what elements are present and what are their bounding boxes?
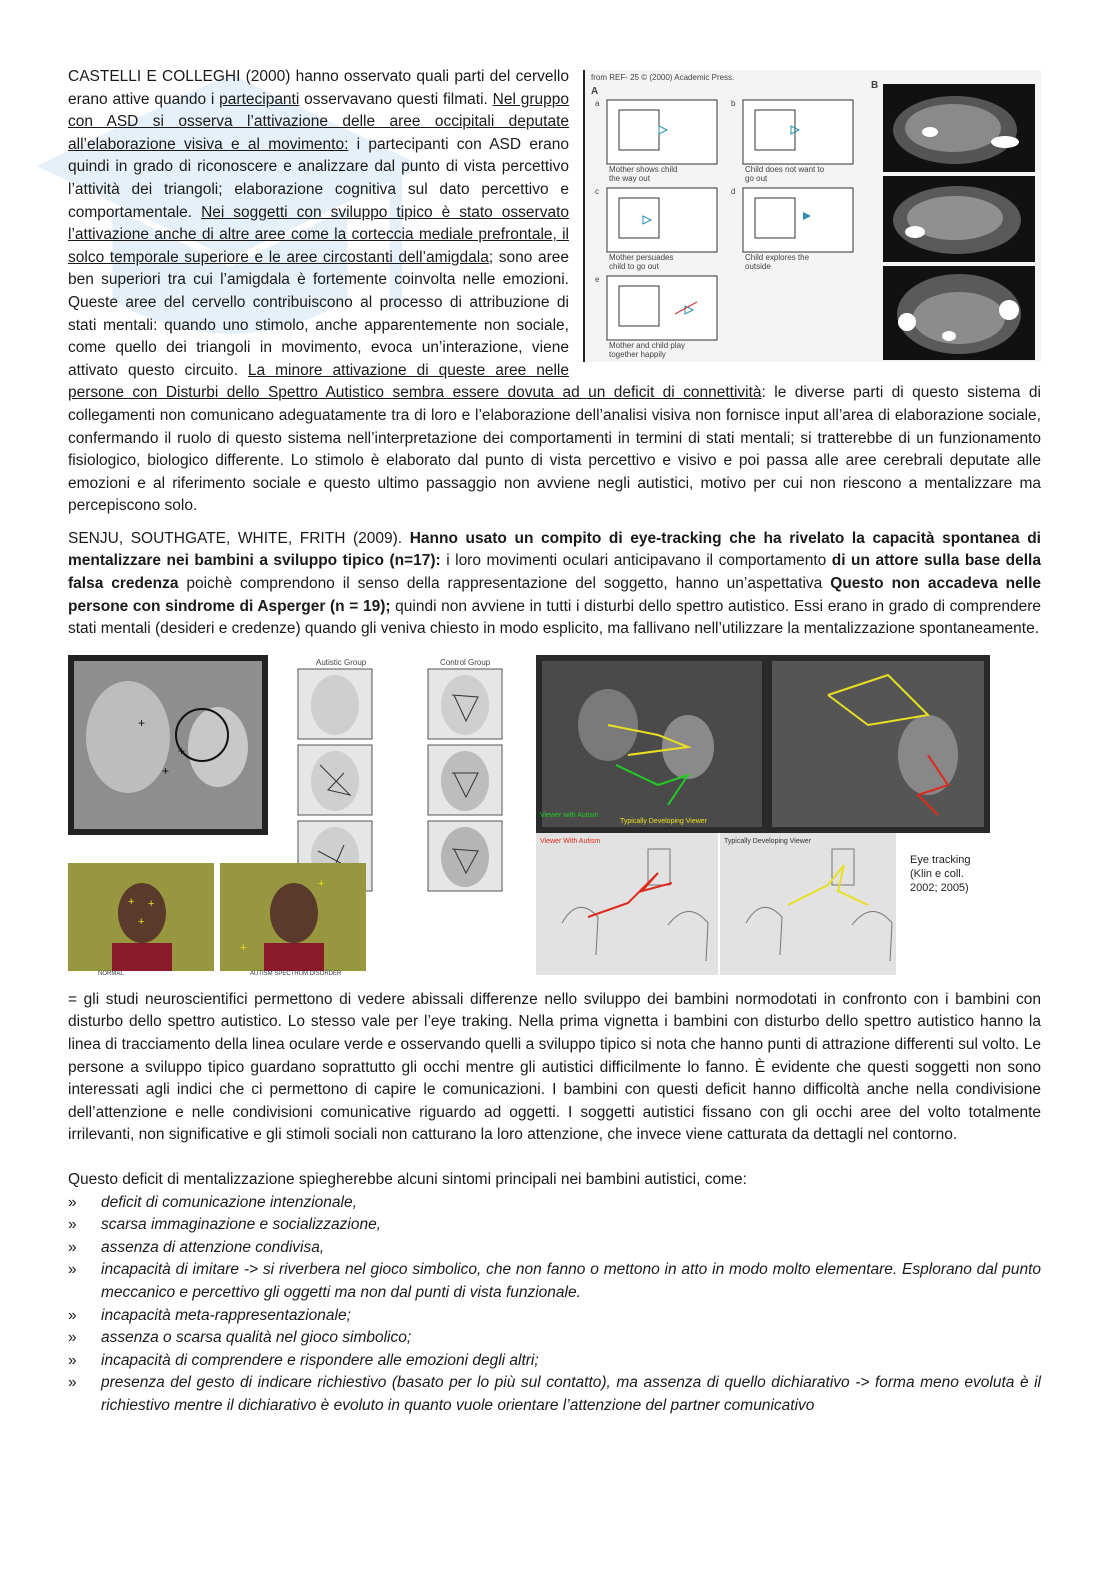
panel-caption: Child explores the xyxy=(745,253,810,262)
panel-caption: Mother persuades xyxy=(609,253,674,262)
heider-simmel-fmri-figure xyxy=(583,70,1041,362)
panel-caption: Child does not want to xyxy=(745,165,825,174)
panel-caption: the way out xyxy=(609,174,650,183)
fixation-marker: + xyxy=(128,895,135,908)
autistic-group-label: Autistic Group xyxy=(316,657,367,667)
sketch-scanpath-typical xyxy=(720,833,896,975)
typical-viewer-sketch-label: Typically Developing Viewer xyxy=(724,837,812,845)
panel-letter: b xyxy=(731,99,736,108)
fixation-marker: + xyxy=(178,743,186,758)
fixation-marker: + xyxy=(162,763,170,778)
senju-paragraph: SENJU, SOUTHGATE, WHITE, FRITH (2009). Hanno usato un compito di eye-tracking che ha rivelato la capacità spontanea di mentalizzare nei bambini a sviluppo tipico (n=17): i loro movimenti oculari anticipavano il comportamento di un attore sulla base della falsa credenza poichè comprendono il senso della rappresentazione del soggetto, hanno un’aspettativa Questo non accadeva nelle persone con sindrome di Asperger (n = 19); quindi non avviene in tutti i disturbi dello spettro autistico. Essi erano in grado di comprendere stati mentali (desideri e credenze) quando gli veniva chiesto in modo esplicito, ma fallivano nell’utilizzare la mentalizzazione spontaneamente. xyxy=(68,529,1041,638)
brain-scan-sagittal-2 xyxy=(883,176,1035,262)
list-item: » assenza o scarsa qualità nel gioco simbolico; xyxy=(68,1329,412,1347)
castelli-paragraph: CASTELLI E COLLEGHI (2000) hanno osservato quali parti del cervello erano attive quando i partecipanti osservavano questi filmati. Nel gruppo con ASD si osserva l’attivazione delle aree occipitali deputate all’elaborazione visiva e al movimento: i partecipanti con ASD erano quindi in grado di riconoscere e analizzare dal punto di vista percettivo l’attività dei triangoli; elaborazione cognitiva sul dato percettivo e comportamentale. Nei soggetti con sviluppo tipico è stato osservato l’attivazione anche di altre aree come la corteccia mediale prefrontale, il solco temporale superiore e le aree circostanti dell’amigdala; sono aree ben superiori tra cui l’amigdala è fortemente coinvolta nelle emozioni. Queste aree del cervello contribuiscono al processo di attribuzione di stati mentali: quando uno stimolo, anche apparentemente non sociale, come quello dei triangoli in movimento, evoca un’interazione, viene attivato questo circuito. La minore attivazione di queste aree nelle persone con Disturbi dello Spettro Autistico sembra essere dovuta ad un deficit di connettività: le diverse parti di questo sistema di collegamenti non comunicano adeguatamente tra di loro e l’elaborazione dell’analisi visiva non fornisce input all’area di elaborazione sociale, confermando il ruolo di questo sistema nell’interpretazione dei comportamenti in termini di stati mentali; si tratterebbe di un funzionamento fisiologico, biologico differente. Lo stimolo è elaborato dal punto di vista percettivo e visivo e poi passa alle aree cerebrali deputate alle emozioni e al riferimento sociale e questo ultimo passaggio non avviene negli autistici, motivo per cui non riescono a mentalizzare ma percepiscono solo. xyxy=(68,68,1041,515)
brain-scan-coronal xyxy=(883,266,1035,360)
brain-scan-sagittal xyxy=(883,84,1035,172)
list-item: » presenza del gesto di indicare richiestivo (basato per lo più sul contatto), ma assenza di quello dichiarativo -> forma meno evoluta è il richiestivo mentre il dichiarativo è evoluto in quanto vuole orientare l’attenzione del partner comunicativo xyxy=(68,1374,1041,1414)
list-item: » incapacità meta-rappresentazionale; xyxy=(68,1306,351,1324)
film-scanpath-still-left xyxy=(536,655,768,833)
panel-caption: Mother shows child xyxy=(609,165,678,174)
viewer-autism-label: Viewer with Autism xyxy=(540,811,599,819)
panel-letter-B: B xyxy=(871,80,879,91)
panel-letter: d xyxy=(731,187,736,196)
fixation-marker: + xyxy=(318,877,325,890)
panel-caption: Mother and child play xyxy=(609,341,686,350)
fixation-marker: + xyxy=(138,915,145,928)
sketch-scanpath-autism xyxy=(536,833,718,975)
figure-source-label: from REF- 25 © (2000) Academic Press. xyxy=(591,73,735,82)
panel-letter: c xyxy=(595,187,599,196)
fixation-marker: + xyxy=(138,715,146,730)
girl-fixations-normal xyxy=(68,863,214,977)
film-scanpath-still-right xyxy=(768,655,990,833)
panel-caption: child to go out xyxy=(609,262,659,271)
eye-tracking-caption: 2002; 2005) xyxy=(910,881,969,894)
list-item: » incapacità di comprendere e rispondere alle emozioni degli altri; xyxy=(68,1351,539,1369)
eye-tracking-figures xyxy=(68,655,1041,977)
viewer-autism-sketch-label: Viewer With Autism xyxy=(540,837,601,845)
control-group-label: Control Group xyxy=(440,657,491,667)
list-item: » scarsa immaginazione e socializzazione, xyxy=(68,1216,381,1234)
panel-caption: go out xyxy=(745,174,768,183)
fixation-marker: + xyxy=(240,941,247,954)
symptoms-intro: Questo deficit di mentalizzazione spiegherebbe alcuni sintomi principali nei bambini autistici, come: xyxy=(68,1171,747,1188)
panel-caption: outside xyxy=(745,262,771,271)
list-item: » incapacità di imitare -> si riverbera nel gioco simbolico, che non fanno o mettono in atto in modo molto elementare. Esplorano dal punto meccanico e percettivo gli oggetti ma non dal punti di vista funzionale. xyxy=(68,1261,1041,1301)
eye-tracking-caption: (Klin e coll. xyxy=(910,867,964,880)
list-item: » assenza di attenzione condivisa, xyxy=(68,1238,325,1256)
typical-viewer-label: Typically Developing Viewer xyxy=(620,817,708,825)
panel-letter-A: A xyxy=(591,86,599,97)
fixation-marker: + xyxy=(148,897,155,910)
document-page xyxy=(68,66,1041,1418)
face-scanpath-grid xyxy=(298,669,502,891)
list-item: » deficit di comunicazione intenzionale, xyxy=(68,1193,357,1211)
normal-label: NORMAL xyxy=(98,970,124,977)
panel-letter: e xyxy=(595,275,600,284)
movie-still-eye-tracking xyxy=(68,655,268,835)
panel-letter: a xyxy=(595,99,600,108)
asd-label: AUTISM SPECTRUM DISORDER xyxy=(250,970,342,977)
girl-fixations-autism xyxy=(220,863,366,977)
eye-tracking-caption: Eye tracking xyxy=(910,853,971,866)
panel-caption: together happily xyxy=(609,350,666,359)
symptoms-list xyxy=(68,1192,1041,1418)
eye-tracking-paragraph: = gli studi neuroscientifici permettono di vedere abissali differenze nello sviluppo dei bambini normodotati in confronto con i bambini con disturbo dello spettro autistico. Lo stesso vale per l’eye traking. Nella prima vignetta i bambini con disturbo dello spettro autistico hanno la linea di tracciamento della linea oculare verde e osservando quelli a sviluppo tipico si nota che hanno punti di attrazione differenti sul volto. Le persone a sviluppo tipico guardano soprattutto gli occhi mentre gli autistici difficilmente lo fanno. È evidente che questi soggetti non sono interessati agli indici che ci permettono di capire le comunicazioni. I bambini con questi deficit hanno difficoltà anche nella condivisione dell’attenzione e nelle condivisioni comunicative riguardo ad oggetti. I soggetti autistici fissano con gli occhi aree del volto totalmente irrilevanti, non significative e gli stimoli sociali non catturano la loro attenzione, che invece viene catturata da dettagli nel contorno. xyxy=(68,990,1041,1144)
